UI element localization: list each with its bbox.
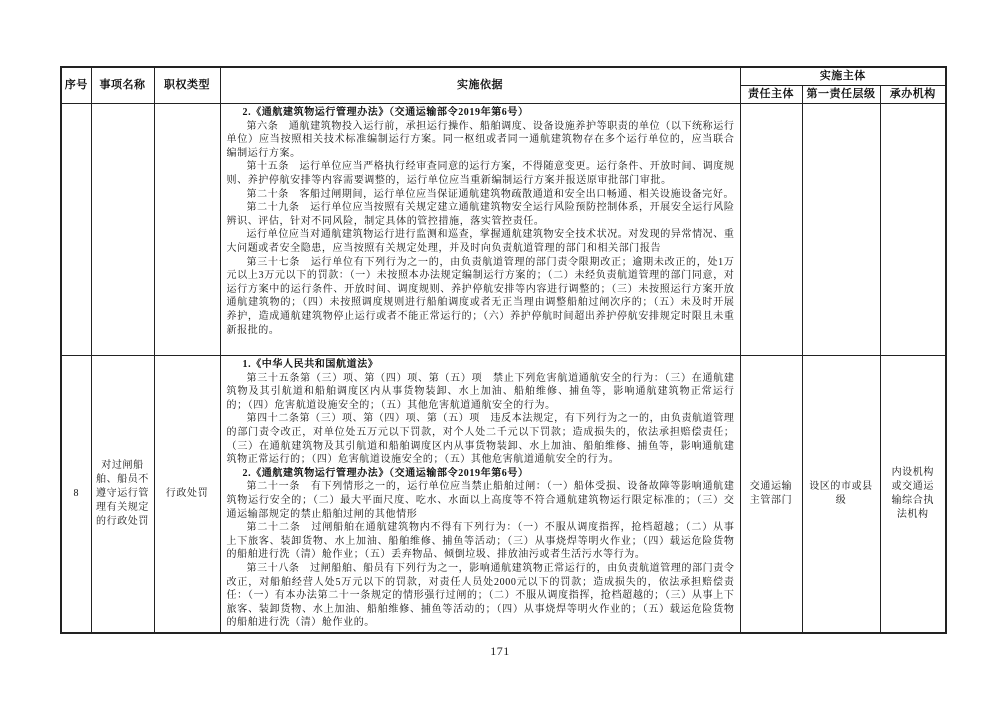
legal-basis-heading: 2.《通航建筑物运行管理办法》（交通运输部令2019年第6号）: [242, 107, 529, 118]
page-number: 171: [490, 644, 510, 658]
cell-seq: 8: [61, 356, 91, 633]
col-header-first-responsibility-level: 第一责任层级: [802, 86, 880, 104]
cell-power-type: [154, 104, 220, 356]
legal-basis-paragraph: 第三十七条 运行单位有下列行为之一的，由负责航道管理的部门责令限期改正；逾期未改正的，处1万元以上3万元以下的罚款：（一）未按照本办法规定编制运行方案的；（二）未经负责航道管理的部门同意，对运行方案中的运行条件、开放时间、调度规则、养护停航安排等内容进行调整的；（三）未按照运行方案开放通航建筑物的；（四）未按照调度规则进行船舶调度或者无正当理由调整船舶过闸次序的；（五）未及时开展养护，造成通航建筑物停止运行或者不能正常运行的；（六）养护停航时间超出养护停航安排规定时限且未重新报批的。: [226, 256, 735, 336]
col-header-seq: 序号: [61, 67, 91, 104]
legal-basis-paragraph: 第三十五条第（三）项、第（四）项、第（五）项 禁止下列危害航道通航安全的行为：（三）在通航建筑物及其引航道和船舶调度区内从事货物装卸、水上加油、船舶维修、捕鱼等，影响通航建筑物正常运行的；（四）危害航道设施安全的；（五）其他危害航道通航安全的行为。: [226, 372, 735, 411]
legal-basis-paragraph: 第六条 通航建筑物投入运行前，承担运行操作、船舶调度、设备设施养护等职责的单位（以下统称运行单位）应当按照相关技术标准编制运行方案。同一枢纽或者同一通航建筑物存在多个运行单位的，应当联合编制运行方案。: [226, 120, 735, 159]
cell-first-responsibility-level: 设区的市或县级: [802, 356, 880, 633]
legal-basis-paragraph: 第二十九条 运行单位应当按照有关规定建立通航建筑物安全运行风险预防控制体系，开展安全运行风险辨识、评估，针对不同风险，制定具体的管控措施，落实管控责任。: [226, 202, 735, 227]
legal-basis-paragraph: 第二十二条 过闸船舶在通航建筑物内不得有下列行为：（一）不服从调度指挥，抢档超越；（二）从事上下旅客、装卸货物、水上加油、船舶维修、捕鱼等活动；（三）从事烧焊等明火作业；（四）载运危险货物的船舶进行洗（清）舱作业；（五）丢弃物品、倾倒垃圾、排放油污或者生活污水等行为。: [226, 522, 735, 561]
col-header-implementing-body-group: 实施主体: [740, 67, 946, 86]
legal-basis-paragraph: 运行单位应当对通航建筑物运行进行监测和巡查，掌握通航建筑物安全技术状况。对发现的异常情况、重大问题或者安全隐患，应当按照有关规定处理，并及时向负责航道管理的部门和相关部门报告: [226, 229, 735, 254]
cell-power-type: 行政处罚: [154, 356, 220, 633]
cell-responsible-body: 交通运输主管部门: [740, 356, 802, 633]
header-row-1: [61, 67, 946, 86]
legal-basis-paragraph: 第四十二条第（三）项、第（四）项、第（五）项 违反本法规定，有下列行为之一的，由负责航道管理的部门责令改正，对单位处五万元以下罚款，对个人处二千元以下罚款；造成损失的，依法承担赔偿责任；（三）在通航建筑物及其引航道和船舶调度区内从事货物装卸、水上加油、船舶维修、捕鱼等，影响通航建筑物正常运行的；（四）危害航道设施安全的；（五）其他危害航道通航安全的行为。: [226, 413, 735, 466]
cell-item-name: [91, 104, 154, 356]
legal-basis-paragraph: 第三十八条 过闸船舶、船员有下列行为之一，影响通航建筑物正常运行的，由负责航道管理的部门责令改正，对船舶经营人处5万元以下的罚款，对责任人员处2000元以下的罚款；造成损失的，依法承担赔偿责任：（一）有本办法第二十一条规定的情形强行过闸的；（二）不服从调度指挥，抢档超越的；（三）从事上下旅客、装卸货物、水上加油、船舶维修、捕鱼等活动的；（四）从事烧焊等明火作业的；（五）载运危险货物的船舶进行洗（清）舱作业的。: [226, 562, 735, 629]
cell-responsible-body: [740, 104, 802, 356]
cell-seq: [61, 104, 91, 356]
legal-basis-heading: 1.《中华人民共和国航道法》: [242, 359, 379, 370]
col-header-power-type: 职权类型: [154, 67, 220, 104]
cell-first-responsibility-level: [802, 104, 880, 356]
cell-item-name: 对过闸船舶、船员不遵守运行管理有关规定的行政处罚: [91, 356, 154, 633]
col-header-handling-agency: 承办机构: [880, 86, 946, 104]
legal-basis-paragraph: 第二十一条 有下列情形之一的，运行单位应当禁止船舶过闸：（一）船体受损、设备故障等影响通航建筑物运行安全的；（二）最大平面尺度、吃水、水面以上高度等不符合通航建筑物运行限定标准的；（三）交通运输部规定的禁止船舶过闸的其他情形: [226, 481, 735, 520]
col-header-responsible-body: 责任主体: [740, 86, 802, 104]
cell-legal-basis: [220, 104, 740, 356]
table-row-item-8: [61, 356, 946, 633]
col-header-legal-basis: 实施依据: [220, 67, 740, 104]
cell-handling-agency: [880, 104, 946, 356]
cell-handling-agency: 内设机构或交通运输综合执法机构: [880, 356, 946, 633]
legal-basis-paragraph: 第二十条 客船过闸期间，运行单位应当保证通航建筑物疏散通道和安全出口畅通、相关设施设备完好。: [246, 188, 735, 200]
legal-basis-paragraph: 第十五条 运行单位应当严格执行经审查同意的运行方案，不得随意变更。运行条件、开放时间、调度规则、养护停航安排等内容需要调整的，运行单位应当重新编制运行方案并报送原审批部门审批。: [226, 161, 735, 186]
table-row-continuation: [61, 104, 946, 356]
cell-legal-basis: [220, 356, 740, 633]
authority-matrix-table: [60, 66, 947, 634]
col-header-item-name: 事项名称: [91, 67, 154, 104]
legal-basis-heading: 2.《通航建筑物运行管理办法》（交通运输部令2019年第6号）: [242, 467, 529, 479]
